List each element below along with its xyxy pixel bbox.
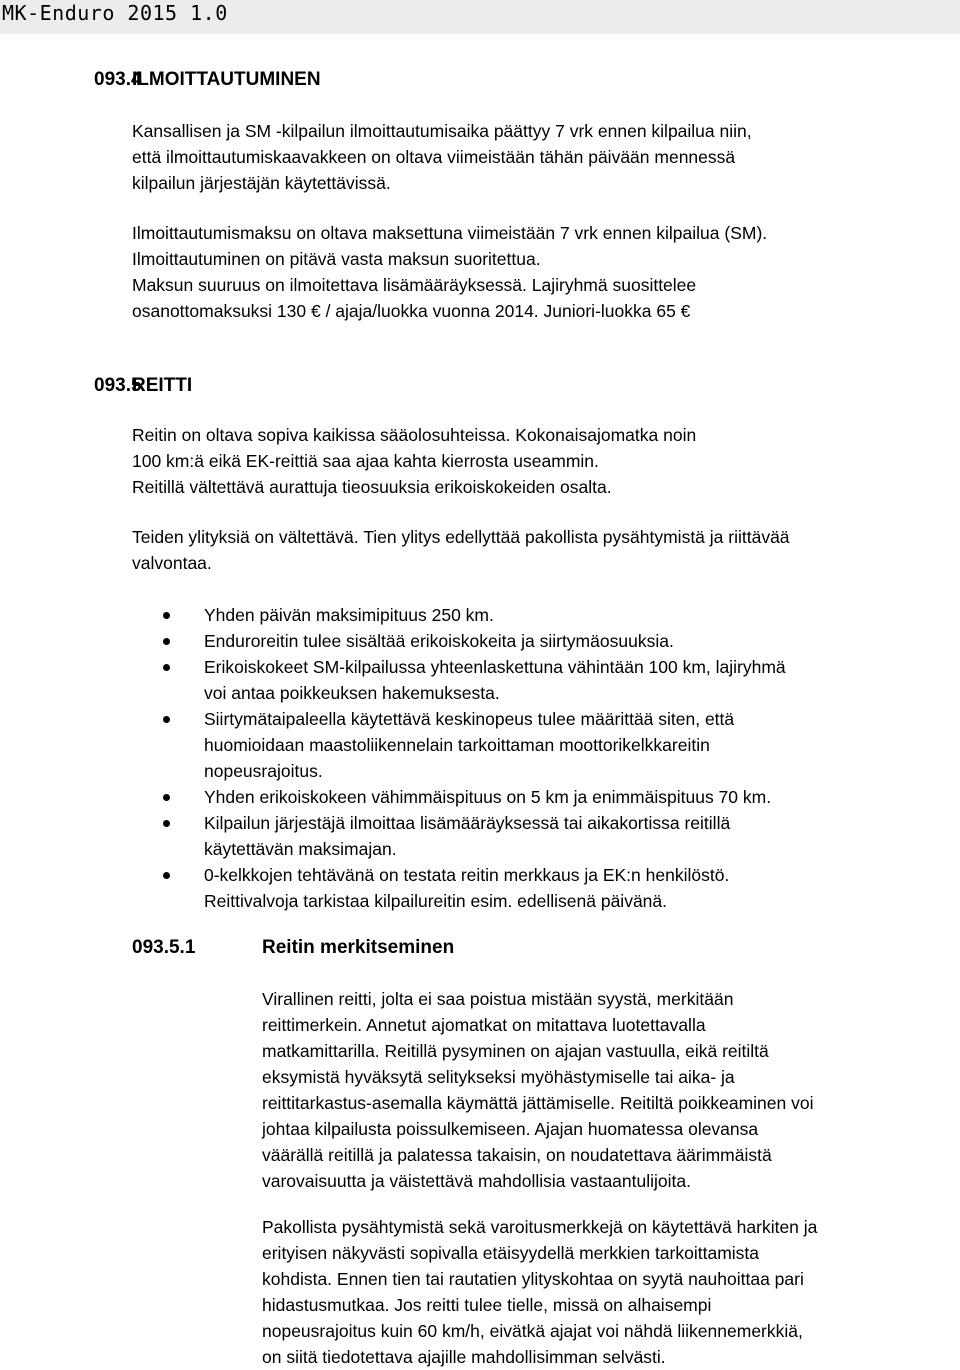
text-line: väärällä reitillä ja palatessa takaisin, on noudatettava äärimmäistä — [262, 1145, 772, 1165]
registration-fee-paragraph — [132, 220, 767, 324]
text-line: nopeusrajoitus. — [204, 761, 323, 781]
text-line: Kilpailun järjestäjä ilmoittaa lisämääräyksessä tai aikakortissa reitillä — [204, 813, 731, 833]
text-line: Maksun suuruus on ilmoitettava lisämääräyksessä. Lajiryhmä suosittelee — [132, 275, 697, 295]
text-line: Pakollista pysähtymistä sekä varoitusmerkkejä on käytettävä harkiten ja — [262, 1217, 818, 1237]
text-line: Kansallisen ja SM -kilpailun ilmoittautumisaika päättyy 7 vrk ennen kilpailua niin, — [132, 121, 752, 141]
text-line: eksymistä hyväksytä selitykseksi myöhästymiselle tai aika- ja — [262, 1067, 735, 1087]
route-conditions-paragraph — [132, 422, 696, 500]
text-line: käytettävän maksimajan. — [204, 839, 397, 859]
text-line: nopeusrajoitus kuin 60 km/h, eivätkä ajajat voi nähdä liikennemerkkiä, — [262, 1321, 803, 1341]
text-line: 100 km:ä eikä EK-reittiä saa ajaa kahta kierrosta useammin. — [132, 451, 599, 471]
subsection-number: 093.5.1 — [132, 937, 196, 958]
text-line: hidastusmutkaa. Jos reitti tulee tielle, missä on alhaisempi — [262, 1295, 712, 1315]
list-item — [160, 602, 786, 628]
text-line: Yhden päivän maksimipituus 250 km. — [204, 605, 494, 625]
text-line: Ilmoittautumismaksu on oltava maksettuna viimeistään 7 vrk ennen kilpailua (SM). — [132, 223, 768, 243]
text-line: Virallinen reitti, jolta ei saa poistua mistään syystä, merkitään — [262, 989, 734, 1009]
text-line: matkamittarilla. Reitillä pysyminen on ajajan vastuulla, eikä reitiltä — [262, 1041, 769, 1061]
text-line: Reitin on oltava sopiva kaikissa sääolosuhteissa. Kokonaisajomatka noin — [132, 425, 697, 445]
list-item — [160, 628, 786, 654]
section-number: 093.5 — [94, 375, 142, 396]
text-line: reittimerkein. Annetut ajomatkat on mitattava luotettavalla — [262, 1015, 706, 1035]
text-line: 0-kelkkojen tehtävänä on testata reitin merkkaus ja EK:n henkilöstö. — [204, 865, 730, 885]
text-line: huomioidaan maastoliikennelain tarkoittaman moottorikelkkareitin — [204, 735, 710, 755]
list-item — [160, 784, 786, 810]
text-line: voi antaa poikkeuksen hakemuksesta. — [204, 683, 500, 703]
text-line: kohdista. Ennen tien tai rautatien ylityskohtaa on syytä nauhoittaa pari — [262, 1269, 804, 1289]
text-line: Yhden erikoiskokeen vähimmäispituus on 5 km ja enimmäispituus 70 km. — [204, 787, 772, 807]
text-line: on siitä tiedotettava ajajille mahdollisimman selvästi. — [262, 1347, 666, 1367]
text-line: Ilmoittautuminen on pitävä vasta maksun suoritettua. — [132, 249, 541, 269]
text-line: osanottomaksuksi 130 € / ajaja/luokka vuonna 2014. Juniori-luokka 65 € — [132, 301, 691, 321]
document-header: MK-Enduro 2015 1.0 — [2, 1, 228, 25]
subsection-title: Reitin merkitseminen — [262, 937, 455, 958]
road-crossing-paragraph — [132, 524, 790, 576]
text-line: että ilmoittautumiskaavakkeen on oltava viimeistään tähän päivään mennessä — [132, 147, 736, 167]
section-number: 093.4 — [94, 69, 142, 90]
list-item — [160, 810, 786, 862]
section-title: ILMOITTAUTUMINEN — [132, 69, 321, 90]
registration-deadline-paragraph — [132, 118, 752, 196]
route-rules-list — [160, 602, 786, 914]
text-line: Reittivalvoja tarkistaa kilpailureitin esim. edellisenä päivänä. — [204, 891, 668, 911]
text-line: Siirtymätaipaleella käytettävä keskinopeus tulee määrittää siten, että — [204, 709, 735, 729]
list-item — [160, 862, 786, 914]
route-marking-paragraph — [262, 986, 813, 1194]
text-line: johtaa kilpailusta poissulkemiseen. Ajajan huomatessa olevansa — [262, 1119, 759, 1139]
list-item — [160, 654, 786, 706]
text-line: Reitillä vältettävä aurattuja tieosuuksia erikoiskokeiden osalta. — [132, 477, 612, 497]
text-line: valvontaa. — [132, 553, 212, 573]
text-line: Enduroreitin tulee sisältää erikoiskokeita ja siirtymäosuuksia. — [204, 631, 674, 651]
section-title: REITTI — [132, 375, 193, 396]
list-item — [160, 706, 786, 784]
text-line: varovaisuutta ja väistettävä mahdollisia vastaantulijoita. — [262, 1171, 691, 1191]
text-line: Erikoiskokeet SM-kilpailussa yhteenlaskettuna vähintään 100 km, lajiryhmä — [204, 657, 786, 677]
text-line: Teiden ylityksiä on vältettävä. Tien ylitys edellyttää pakollista pysähtymistä ja riittävää — [132, 527, 790, 547]
text-line: erityisen näkyvästi sopivalla etäisyydellä merkkien tarkoittamista — [262, 1243, 760, 1263]
text-line: reittitarkastus-asemalla käymättä jättämiselle. Reitiltä poikkeaminen voi — [262, 1093, 814, 1113]
text-line: kilpailun järjestäjän käytettävissä. — [132, 173, 391, 193]
stop-signs-paragraph — [262, 1214, 817, 1370]
